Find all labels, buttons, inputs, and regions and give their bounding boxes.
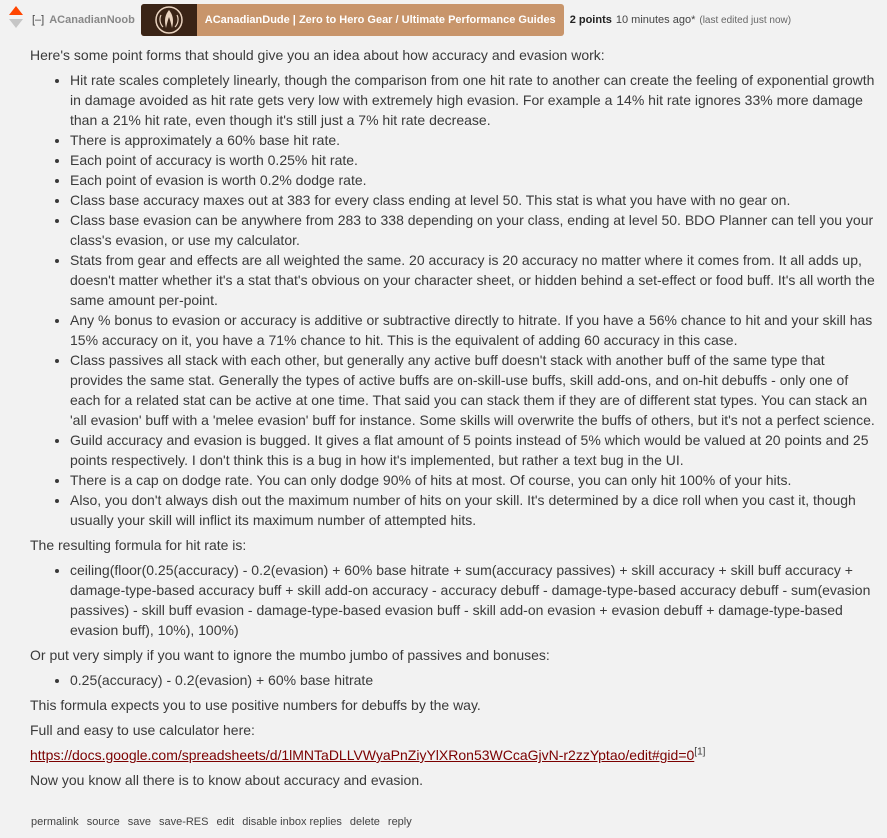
list-item: • Each point of evasion is worth 0.2% dodge rate.: [70, 170, 875, 190]
simple-formula-text: • 0.25(accuracy) - 0.2(evasion) + 60% base hitrate: [70, 670, 875, 690]
calculator-link-line: [30, 745, 875, 765]
save-res-button[interactable]: save-RES: [158, 816, 209, 828]
formula-intro: The resulting formula for hit rate is:: [30, 537, 247, 553]
calculator-intro: Full and easy to use calculator here:: [30, 722, 255, 738]
list-item: • There is a cap on dodge rate. You can only dodge 90% of hits at most. Of course, you can only hit 100% of your hits.: [70, 470, 875, 490]
intro-text: Here's some point forms that should give you an idea about how accuracy and evasion work:: [30, 47, 605, 63]
comment-tagline: [32, 4, 791, 36]
simple-list: [30, 670, 875, 690]
permalink-button[interactable]: permalink: [31, 816, 79, 828]
debuff-note: This formula expects you to use positive numbers for debuffs by the way.: [30, 697, 481, 713]
simple-intro: Or put very simply if you want to ignore the mumbo jumbo of passives and bonuses:: [30, 647, 550, 663]
list-item: • Guild accuracy and evasion is bugged. It gives a flat amount of 5 points instead of 5% which would be valued at 20 points and 25 points respectively. I don't think this is a bug in how it's implemented, but rather a text bug in the UI.: [70, 430, 875, 470]
comment-actions: [31, 816, 412, 828]
calculator-link[interactable]: https://docs.google.com/spreadsheets/d/1lMNTaDLLVWyaPnZiyYlXRon53WCcaGjvN-r2zzYptao/edit#gid=0: [30, 747, 695, 763]
formula-list: [30, 560, 875, 640]
user-flair: [141, 4, 564, 36]
list-item: • Class base evasion can be anywhere from 283 to 338 depending on your class, ending at level 50. BDO Planner can tell you your class's evasion, or use my calculator.: [70, 210, 875, 250]
list-item: • Each point of accuracy is worth 0.25% hit rate.: [70, 150, 875, 170]
score: 2 points: [569, 14, 612, 26]
reply-button[interactable]: reply: [387, 816, 412, 828]
author-link[interactable]: ACanadianNoob: [49, 14, 135, 26]
flair-text: ACanadianDude | Zero to Hero Gear / Ultimate Performance Guides: [204, 14, 556, 26]
list-item: • Class passives all stack with each other, but generally any active buff doesn't stack with another buff of the same type that provides the same stat. Generally the types of active buffs are on-skill-use buffs, skill add-ons, and on-hit debuffs - only one of each for a related stat can be active at one time. That said you can stack them if they are of different stat types. You can stack an 'all evasion' buff with a 'melee evasion' buff for instance. Some skills will overwrite the buffs of others, but it's not a perfect science.: [70, 350, 875, 430]
list-item: • Hit rate scales completely linearly, though the comparison from one hit rate to another can create the feeling of exponential growth in damage avoided as hit rate gets very low with extremely high evasion. For example a 14% hit rate ignores 33% more damage than a 21% hit rate, even though it's still just a 7% hit rate decrease.: [70, 70, 875, 130]
list-item: • There is approximately a 60% base hit rate.: [70, 130, 875, 150]
footnote-marker[interactable]: [1]: [694, 746, 706, 758]
formula-text: • ceiling(floor(0.25(accuracy) - 0.2(evasion) + 60% base hitrate + sum(accuracy passives) + skill accuracy + skill buff accuracy + damage-type-based accuracy buff + skill add-on accuracy - accuracy debuff - damage-type-based accuracy debuff - sum(evasion passives) - skill buff evasion - damage-type-based evasion buff - skill add-on evasion + evasion debuff + damage-type-based evasion buff), 10%), 100%): [70, 560, 875, 640]
delete-button[interactable]: delete: [349, 816, 380, 828]
points-list: [30, 70, 875, 530]
upvote-arrow-icon[interactable]: [9, 6, 23, 15]
list-item: • Stats from gear and effects are all weighted the same. 20 accuracy is 20 accuracy no matter where it comes from. It all adds up, doesn't matter whether it's a stat that's obvious on your character sheet, or hidden behind a set-effect or food buff. It's all worth the same amount per-point.: [70, 250, 875, 310]
source-button[interactable]: source: [86, 816, 120, 828]
edit-button[interactable]: edit: [216, 816, 235, 828]
downvote-arrow-icon[interactable]: [9, 19, 23, 28]
vote-controls: [8, 6, 24, 28]
edited-note: (last edited just now): [699, 14, 792, 26]
collapse-toggle[interactable]: [–]: [32, 14, 45, 26]
list-item: • Class base accuracy maxes out at 383 for every class ending at level 50. This stat is what you have with no gear on.: [70, 190, 875, 210]
list-item: • Also, you don't always dish out the maximum number of hits on your skill. It's determined by a dice roll when you cast it, though usually your skill will inflict its maximum number of attempted hits.: [70, 490, 875, 530]
comment-body: [30, 45, 875, 795]
outro-text: Now you know all there is to know about accuracy and evasion.: [30, 772, 423, 788]
list-item: • Any % bonus to evasion or accuracy is additive or subtractive directly to hitrate. If you have a 56% chance to hit and your skill has 15% accuracy on it, you have a 71% chance to hit. This is the equivalent of adding 60 accuracy in this case.: [70, 310, 875, 350]
disable-inbox-replies-button[interactable]: disable inbox replies: [242, 816, 342, 828]
flair-emblem-icon: [141, 4, 197, 36]
timestamp: 10 minutes ago*: [615, 14, 696, 26]
save-button[interactable]: save: [127, 816, 151, 828]
